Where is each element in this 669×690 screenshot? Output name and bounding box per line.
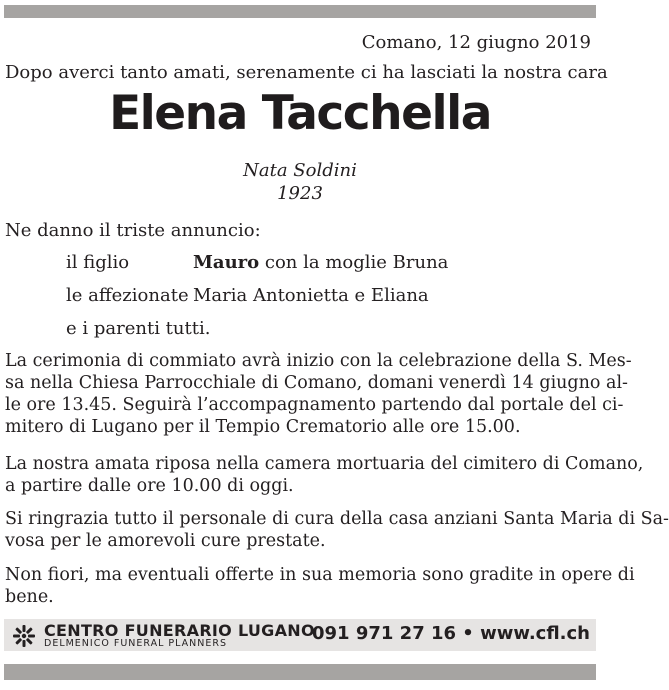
family-member: Maria Antonietta e Eliana	[193, 285, 429, 306]
ceremony-paragraph	[5, 350, 632, 438]
family-relation: e i parenti tutti.	[66, 318, 211, 339]
paragraph-line: La cerimonia di commiato avrà inizio con la celebrazione della S. Mes-	[5, 351, 632, 371]
paragraph-line: La nostra amata riposa nella camera mortuaria del cimitero di Comano,	[5, 454, 644, 474]
intro-text: Dopo averci tanto amati, serenamente ci ha lasciati la nostra cara	[5, 62, 608, 83]
notice-date: Comano, 12 giugno 2019	[361, 32, 591, 53]
resting-paragraph	[5, 453, 644, 497]
birth-year: 1923	[277, 183, 323, 204]
family-relation: il figlio	[66, 252, 130, 273]
thanks-paragraph	[5, 508, 669, 552]
top-border-bar	[4, 5, 596, 18]
family-member-bold: Mauro	[193, 252, 260, 273]
family-relation: le affezionate	[66, 285, 189, 306]
paragraph-line: sa nella Chiesa Parrocchiale di Comano, domani venerdì 14 giugno al-	[5, 373, 628, 393]
funeral-home-contact: 091 971 27 16 • www.cfl.ch	[312, 623, 590, 644]
family-member-rest: con la moglie Bruna	[259, 252, 449, 273]
family-member	[193, 252, 448, 273]
flower-logo-icon	[12, 624, 36, 648]
paragraph-line: a partire dalle ore 10.00 di oggi.	[5, 476, 294, 496]
deceased-name: Elena Tacchella	[109, 86, 491, 141]
paragraph-line: le ore 13.45. Seguirà l’accompagnamento partendo dal portale del ci-	[5, 395, 624, 415]
funeral-home-subtitle: DELMENICO FUNERAL PLANNERS	[44, 638, 227, 649]
bottom-border-bar	[4, 664, 596, 680]
paragraph-line: Non fiori, ma eventuali offerte in sua memoria sono gradite in opere di	[5, 565, 635, 585]
flowers-paragraph	[5, 564, 635, 608]
paragraph-line: vosa per le amorevoli cure prestate.	[5, 531, 326, 551]
paragraph-line: Si ringrazia tutto il personale di cura della casa anziani Santa Maria di Sa-	[5, 509, 669, 529]
paragraph-line: bene.	[5, 587, 54, 607]
paragraph-line: mitero di Lugano per il Tempio Crematorio alle ore 15.00.	[5, 417, 521, 437]
announcement-heading: Ne danno il triste annuncio:	[5, 220, 261, 241]
funeral-home-name: CENTRO FUNERARIO LUGANO	[44, 621, 315, 640]
maiden-name: Nata Soldini	[243, 160, 357, 181]
funeral-home-footer	[4, 619, 596, 651]
